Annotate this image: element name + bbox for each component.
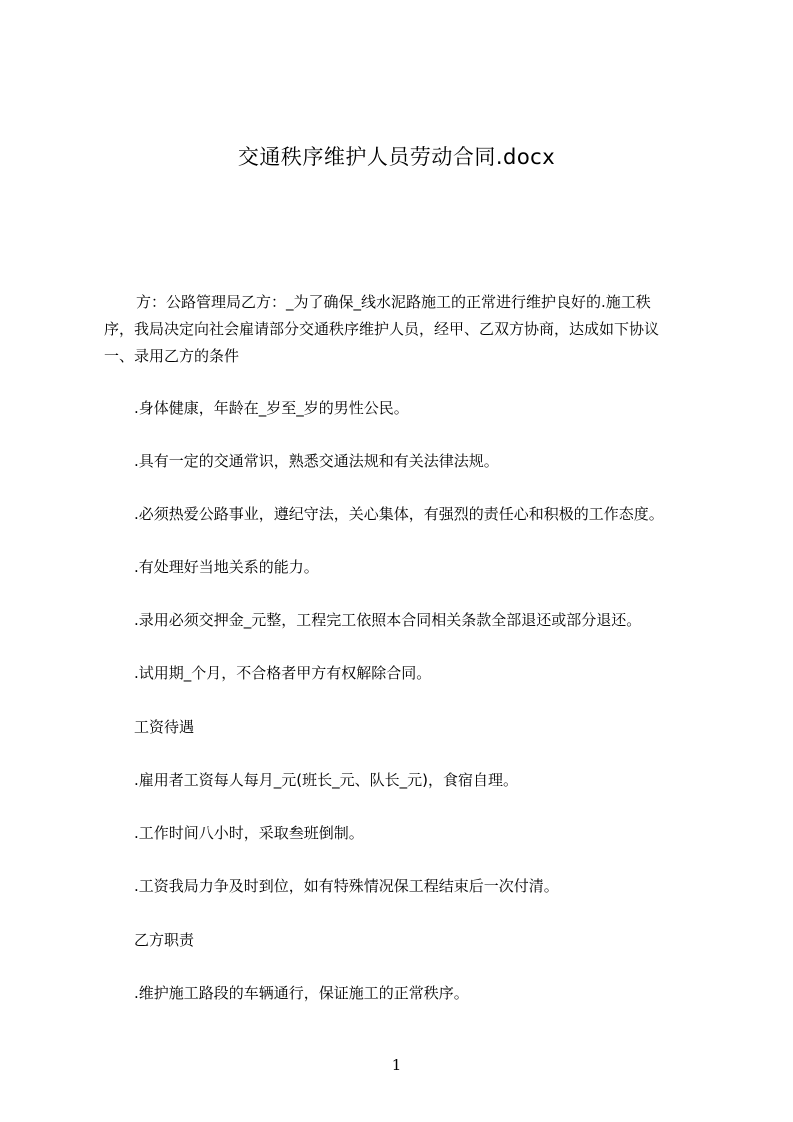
clause-paragraph: .必须热爱公路事业，遵纪守法，关心集体，有强烈的责任心和积极的工作态度。 [134, 505, 664, 523]
section-heading: 工资待遇 [134, 718, 195, 736]
clause-paragraph: .工作时间八小时，采取叁班倒制。 [134, 824, 364, 842]
section-heading: 一、录用乙方的条件 [104, 347, 240, 365]
intro-line: 序，我局决定向社会雇请部分交通秩序维护人员，经甲、乙双方协商，达成如下协议 [104, 320, 660, 338]
clause-paragraph: .工资我局力争及时到位，如有特殊情况保工程结束后一次付清。 [134, 877, 559, 895]
clause-paragraph: .身体健康，年龄在_岁至_岁的男性公民。 [134, 399, 409, 417]
document-title: 交通秩序维护人员劳动合同.docx [237, 145, 556, 169]
clause-paragraph: .试用期_个月，不合格者甲方有权解除合同。 [134, 664, 432, 682]
page-number: 1 [391, 1056, 402, 1074]
clause-paragraph: .雇用者工资每人每月_元(班长_元、队长_元)，食宿自理。 [134, 771, 518, 789]
clause-paragraph: .有处理好当地关系的能力。 [134, 558, 319, 576]
clause-paragraph: .维护施工路段的车辆通行，保证施工的正常秩序。 [134, 984, 469, 1002]
intro-paragraph [104, 289, 704, 370]
intro-line: 方：公路管理局乙方：_为了确保_线水泥路施工的正常进行维护良好的.施工秩 [136, 293, 651, 311]
section-heading: 乙方职责 [134, 931, 195, 949]
clause-paragraph: .具有一定的交通常识，熟悉交通法规和有关法律法规。 [134, 452, 499, 470]
clause-paragraph: .录用必须交押金_元整，工程完工依照本合同相关条款全部退还或部分退还。 [134, 611, 642, 629]
